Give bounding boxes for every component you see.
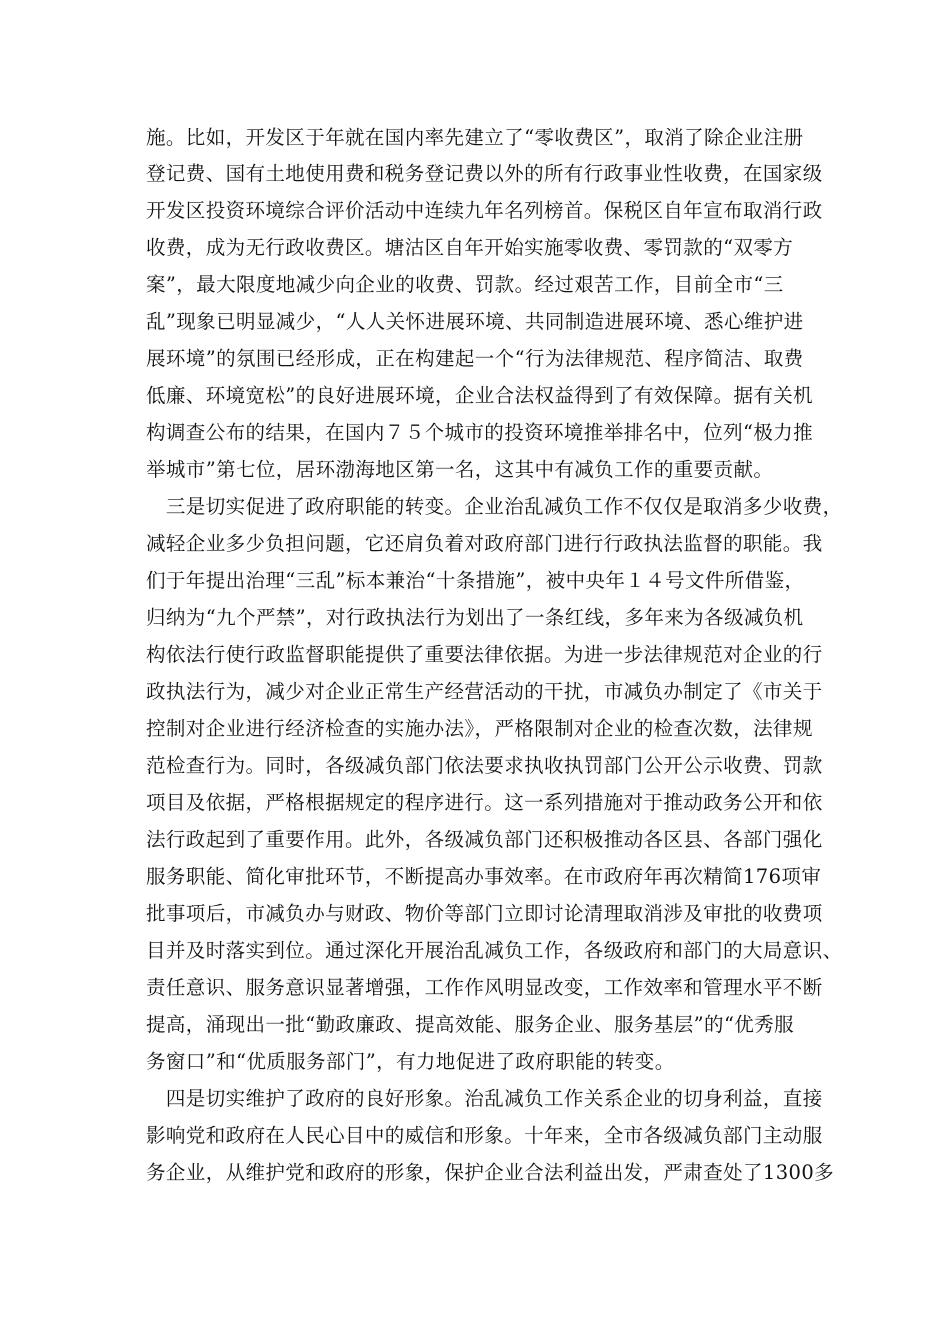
- text-line: 低廉、环境宽松”的良好进展环境，企业合法权益得到了有效保障。据有关机: [146, 384, 814, 407]
- text-line: 展环境”的氛围已经形成，正在构建起一个“行为法律规范、程序简洁、取费: [146, 347, 804, 370]
- text-line: 政执法行为，减少对企业正常生产经营活动的干扰，市减负办制定了《市关于: [146, 680, 823, 703]
- text-line: 责任意识、服务意识显著增强，工作作风明显改变，工作效率和管理水平不断: [146, 976, 823, 999]
- text-line: 举城市”第七位，居环渤海地区第一名，这其中有减负工作的重要贡献。: [146, 458, 774, 481]
- text-line: 范检查行为。同时，各级减负部门依法要求执收执罚部门公开公示收费、罚款: [146, 754, 823, 777]
- text-line: 务窗口”和“优质服务部门”，有力地促进了政府职能的转变。: [146, 1050, 675, 1073]
- text-line: 案”，最大限度地减少向企业的收费、罚款。经过艰苦工作，目前全市“三: [146, 273, 784, 296]
- paragraph-start-line: 三是切实促进了政府职能的转变。企业治乱减负工作不仅仅是取消多少收费，: [146, 495, 843, 518]
- paragraph-start-line: 四是切实维护了政府的良好形象。治乱减负工作关系企业的切身利益，直接: [146, 1087, 823, 1110]
- text-line: 控制对企业进行经济检查的实施办法》，严格限制对企业的检查次数，法律规: [146, 717, 813, 740]
- text-line: 归纳为“九个严禁”，对行政执法行为划出了一条红线，多年来为各级减负机: [146, 606, 804, 629]
- text-line: 收费，成为无行政收费区。塘沽区自年开始实施零收费、零罚款的“双零方: [146, 236, 794, 259]
- text-line: 法行政起到了重要作用。此外，各级减负部门还积极推动各区县、各部门强化: [146, 828, 823, 851]
- text-line: 开发区投资环境综合评价活动中连续九年名列榜首。保税区自年宣布取消行政: [146, 199, 823, 222]
- text-line: 项目及依据，严格根据规定的程序进行。这一系列措施对于推动政务公开和依: [146, 791, 823, 814]
- text-line: 务企业，从维护党和政府的形象，保护企业合法利益出发，严肃查处了1300多: [146, 1161, 835, 1184]
- text-line: 批事项后，市减负办与财政、物价等部门立即讨论清理取消涉及审批的收费项: [146, 902, 823, 925]
- text-line: 减轻企业多少负担问题，它还肩负着对政府部门进行行政执法监督的职能。我: [146, 532, 823, 555]
- text-line: 构依法行使行政监督职能提供了重要法律依据。为进一步法律规范对企业的行: [146, 643, 823, 666]
- text-line: 影响党和政府在人民心目中的威信和形象。十年来，全市各级减负部门主动服: [146, 1124, 823, 1147]
- text-line: 们于年提出治理“三乱”标本兼治“十条措施”，被中央年１４号文件所借鉴，: [146, 569, 805, 592]
- text-line: 构调查公布的结果，在国内７５个城市的投资环境推举排名中，位列“极力推: [146, 421, 814, 444]
- text-line: 提高，涌现出一批“勤政廉政、提高效能、服务企业、服务基层”的“优秀服: [146, 1013, 795, 1036]
- text-line: 施。比如，开发区于年就在国内率先建立了“零收费区”，取消了除企业注册: [146, 126, 804, 149]
- text-line: 服务职能、简化审批环节，不断提高办事效率。在市政府年再次精简176项审: [146, 865, 822, 888]
- text-line: 乱”现象已明显减少，“人人关怀进展环境、共同制造进展环境、悉心维护进: [146, 310, 804, 333]
- text-line: 登记费、国有土地使用费和税务登记费以外的所有行政事业性收费，在国家级: [146, 162, 823, 185]
- text-line: 目并及时落实到位。通过深化开展治乱减负工作，各级政府和部门的大局意识、: [146, 939, 843, 962]
